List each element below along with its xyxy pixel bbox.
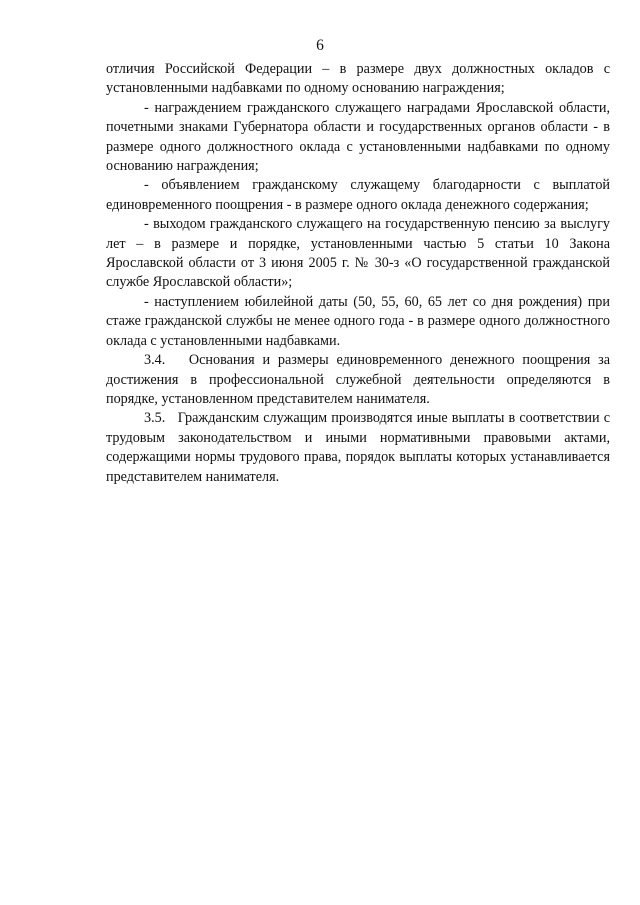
paragraph-continuation: отличия Российской Федерации – в размере двух должностных окладов с установленными надбавками по одному основанию награждения; (106, 61, 610, 97)
paragraph-anniversary: - наступлением юбилейной даты (50, 55, 60, 65 лет со дня рождения) при стаже гражданской службы не менее одного года - в размере одного должностного оклада с установленными надбавками. (106, 293, 610, 349)
document-body (106, 60, 610, 487)
paragraph-award-regional: - награждением гражданского служащего наградами Ярославской области, почетными знаками Губернатора области и государственных органов области - в размере одного должностного оклада с установленными надбавками по одному основанию награждения; (106, 99, 610, 175)
paragraph-section-3-5: 3.5. Гражданским служащим производятся иные выплаты в соответствии с трудовым законодательством и иными нормативными правовыми актами, содержащими нормы трудового права, порядок выплаты которых устанавливается представителем нанимателя. (106, 410, 610, 485)
paragraph-gratitude: - объявлением гражданскому служащему благодарности с выплатой единовременного поощрения - в размере одного оклада денежного содержания; (106, 177, 610, 213)
paragraph-pension: - выходом гражданского служащего на государственную пенсию за выслугу лет – в размере и порядке, установленными частью 5 статьи 10 Закона Ярославской области от 3 июня 2005 г. № 30-з «О государственной гражданской службе Ярославской области»; (106, 216, 610, 291)
page-number: 6 (316, 37, 324, 54)
paragraph-section-3-4: 3.4. Основания и размеры единовременного денежного поощрения за достижения в профессиональной служебной деятельности определяются в порядке, установленном представителем нанимателя. (106, 352, 610, 407)
